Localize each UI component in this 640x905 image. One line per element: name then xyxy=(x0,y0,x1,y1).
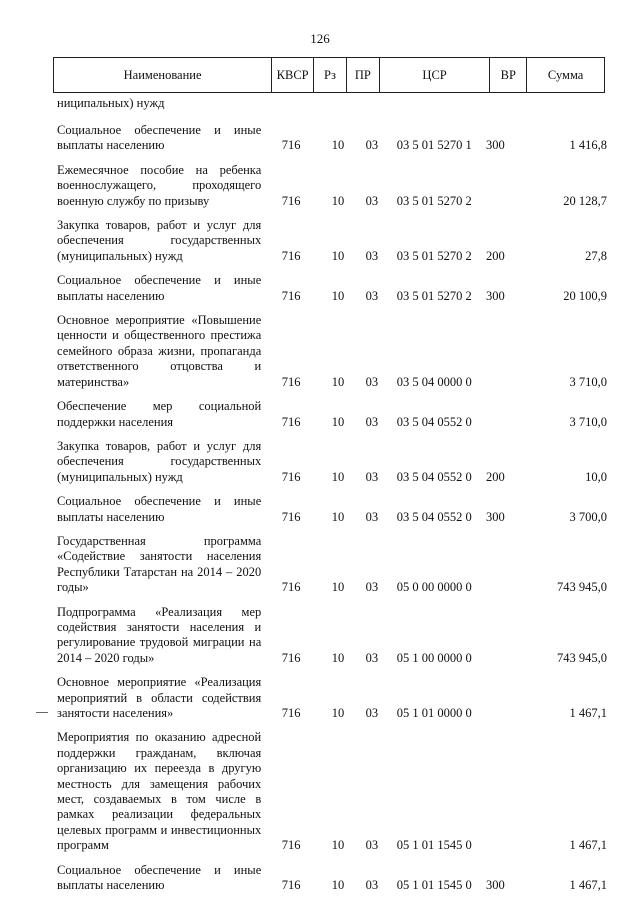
cell-vr: 300 xyxy=(486,878,505,893)
cell-pr: 03 xyxy=(365,138,379,153)
cell-kvsr: 716 xyxy=(281,706,301,720)
cell-kvsr: 716 xyxy=(281,509,301,524)
cell-rz: 10 xyxy=(331,288,345,303)
cell-kvsr: 716 xyxy=(281,878,301,893)
cell-sum: 20 100,9 xyxy=(563,288,608,303)
table-row xyxy=(57,399,607,430)
cell-vr: 300 xyxy=(486,288,505,303)
cell-sum: 20 128,7 xyxy=(563,193,608,208)
cell-pr: 03 xyxy=(365,193,379,208)
margin-mark xyxy=(36,712,48,713)
cell-sum: 743 945,0 xyxy=(557,650,608,665)
cell-rz: 10 xyxy=(331,580,345,595)
cell-sum: 3 710,0 xyxy=(569,374,608,389)
cell-rz: 10 xyxy=(331,706,345,720)
cell-sum: 1 467,1 xyxy=(569,878,608,893)
cell-rz: 10 xyxy=(331,650,345,665)
cell-pr: 03 xyxy=(365,248,379,263)
header-pr: ПР xyxy=(347,58,380,92)
cell-sum: 27,8 xyxy=(585,248,608,263)
cell-rz: 10 xyxy=(331,469,345,484)
header-kvsr: КВСР xyxy=(272,58,314,92)
table-row xyxy=(57,605,607,667)
table-row xyxy=(57,123,607,154)
cell-pr: 03 xyxy=(365,580,379,595)
cell-name: Государственная программа «Содействие занятости населения Республики Татарстан на 2014 – 2020 годы» xyxy=(57,533,262,595)
cell-csr: 03 5 04 0552 0 xyxy=(396,509,472,524)
cell-name: Основное мероприятие «Повышение ценности и общественного престижа семейного образа жизни, пропаганда ответственного отцовства и материнства» xyxy=(57,313,262,389)
table-row xyxy=(57,534,607,596)
cell-name: Социальное обеспечение и иные выплаты населению xyxy=(57,273,262,303)
cell-csr: 03 5 04 0552 0 xyxy=(396,469,472,484)
header-rz: Рз xyxy=(314,58,347,92)
cell-sum: 1 467,1 xyxy=(569,706,608,720)
cell-vr: 200 xyxy=(486,469,505,484)
cell-sum: 1 416,8 xyxy=(569,138,608,153)
cell-pr: 03 xyxy=(365,878,379,893)
table-header xyxy=(53,57,605,93)
cell-vr: 300 xyxy=(486,509,505,524)
cell-rz: 10 xyxy=(331,838,345,853)
table-body xyxy=(57,96,607,893)
cell-sum: 3 710,0 xyxy=(569,414,608,429)
table-row xyxy=(57,273,607,304)
table-row xyxy=(57,863,607,894)
cell-name: Социальное обеспечение и иные выплаты населению xyxy=(57,123,262,153)
page-number: 126 xyxy=(310,31,330,46)
continuation-text: ниципальных) нужд xyxy=(57,96,165,110)
cell-csr: 05 0 00 0000 0 xyxy=(396,580,472,595)
cell-csr: 05 1 01 0000 0 xyxy=(396,706,472,720)
cell-csr: 05 1 00 0000 0 xyxy=(396,650,472,665)
table-row xyxy=(57,313,607,390)
cell-csr: 03 5 04 0552 0 xyxy=(396,414,472,429)
header-name: Наименование xyxy=(54,58,272,92)
cell-name: Обеспечение мер социальной поддержки населения xyxy=(57,399,262,429)
cell-name: Социальное обеспечение и иные выплаты населению xyxy=(57,494,262,524)
cell-kvsr: 716 xyxy=(281,374,301,389)
cell-name: Основное мероприятие «Реализация мероприятий в области содействия занятости населения» xyxy=(57,675,262,720)
table-row xyxy=(57,730,607,853)
cell-name: Мероприятия по оказанию адресной поддержки гражданам, включая организацию их переезда в другую местность для замещения рабочих мест, создаваемых в том числе в рамках реализации федеральных целевых программ и инвестиционных программ xyxy=(57,730,262,853)
cell-kvsr: 716 xyxy=(281,469,301,484)
cell-kvsr: 716 xyxy=(281,650,301,665)
cell-sum: 1 467,1 xyxy=(569,838,608,853)
cell-name: Закупка товаров, работ и услуг для обеспечения государственных (муниципальных) нужд xyxy=(57,438,262,484)
cell-pr: 03 xyxy=(365,838,379,853)
table-row xyxy=(57,494,607,525)
header-csr: ЦСР xyxy=(380,58,491,92)
cell-kvsr: 716 xyxy=(281,193,301,208)
cell-pr: 03 xyxy=(365,509,379,524)
cell-vr: 200 xyxy=(486,248,505,263)
cell-sum: 743 945,0 xyxy=(557,580,608,595)
table-row xyxy=(57,218,607,264)
header-sum: Сумма xyxy=(547,67,584,82)
cell-rz: 10 xyxy=(331,878,345,893)
cell-csr: 03 5 01 5270 2 xyxy=(396,288,472,303)
cell-rz: 10 xyxy=(331,193,345,208)
cell-name: Закупка товаров, работ и услуг для обеспечения государственных (муниципальных) нужд xyxy=(57,218,262,263)
cell-rz: 10 xyxy=(331,414,345,429)
cell-csr: 05 1 01 1545 0 xyxy=(396,838,472,853)
cell-rz: 10 xyxy=(331,509,345,524)
table-row xyxy=(57,163,607,209)
cell-csr: 03 5 01 5270 2 xyxy=(396,248,472,263)
cell-pr: 03 xyxy=(365,706,379,720)
cell-sum: 10,0 xyxy=(585,469,608,484)
table-rows xyxy=(57,123,607,893)
cell-kvsr: 716 xyxy=(281,248,301,263)
cell-kvsr: 716 xyxy=(281,138,301,153)
cell-pr: 03 xyxy=(365,650,379,665)
cell-kvsr: 716 xyxy=(281,838,301,853)
cell-rz: 10 xyxy=(331,374,345,389)
cell-csr: 03 5 01 5270 2 xyxy=(396,193,472,208)
cell-pr: 03 xyxy=(365,414,379,429)
cell-name: Социальное обеспечение и иные выплаты населению xyxy=(57,862,262,893)
header-vr: ВР xyxy=(490,58,527,92)
cell-name: Подпрограмма «Реализация мер содействия занятости населения и регулирование трудовой миграции на 2014 – 2020 годы» xyxy=(57,604,262,665)
cell-vr: 300 xyxy=(486,138,505,153)
cell-sum: 3 700,0 xyxy=(569,509,608,524)
table-row xyxy=(57,675,607,721)
cell-csr: 03 5 01 5270 1 xyxy=(396,138,472,153)
table-row xyxy=(57,439,607,485)
cell-csr: 03 5 04 0000 0 xyxy=(396,374,472,389)
cell-pr: 03 xyxy=(365,469,379,484)
cell-pr: 03 xyxy=(365,374,379,389)
cell-kvsr: 716 xyxy=(281,414,301,429)
cell-kvsr: 716 xyxy=(281,288,301,303)
cell-rz: 10 xyxy=(331,138,345,153)
cell-pr: 03 xyxy=(365,288,379,303)
cell-rz: 10 xyxy=(331,248,345,263)
cell-csr: 05 1 01 1545 0 xyxy=(396,878,472,893)
cell-name: Ежемесячное пособие на ребенка военнослужащего, проходящего военную службу по призыву xyxy=(57,162,262,208)
cell-kvsr: 716 xyxy=(281,580,301,595)
